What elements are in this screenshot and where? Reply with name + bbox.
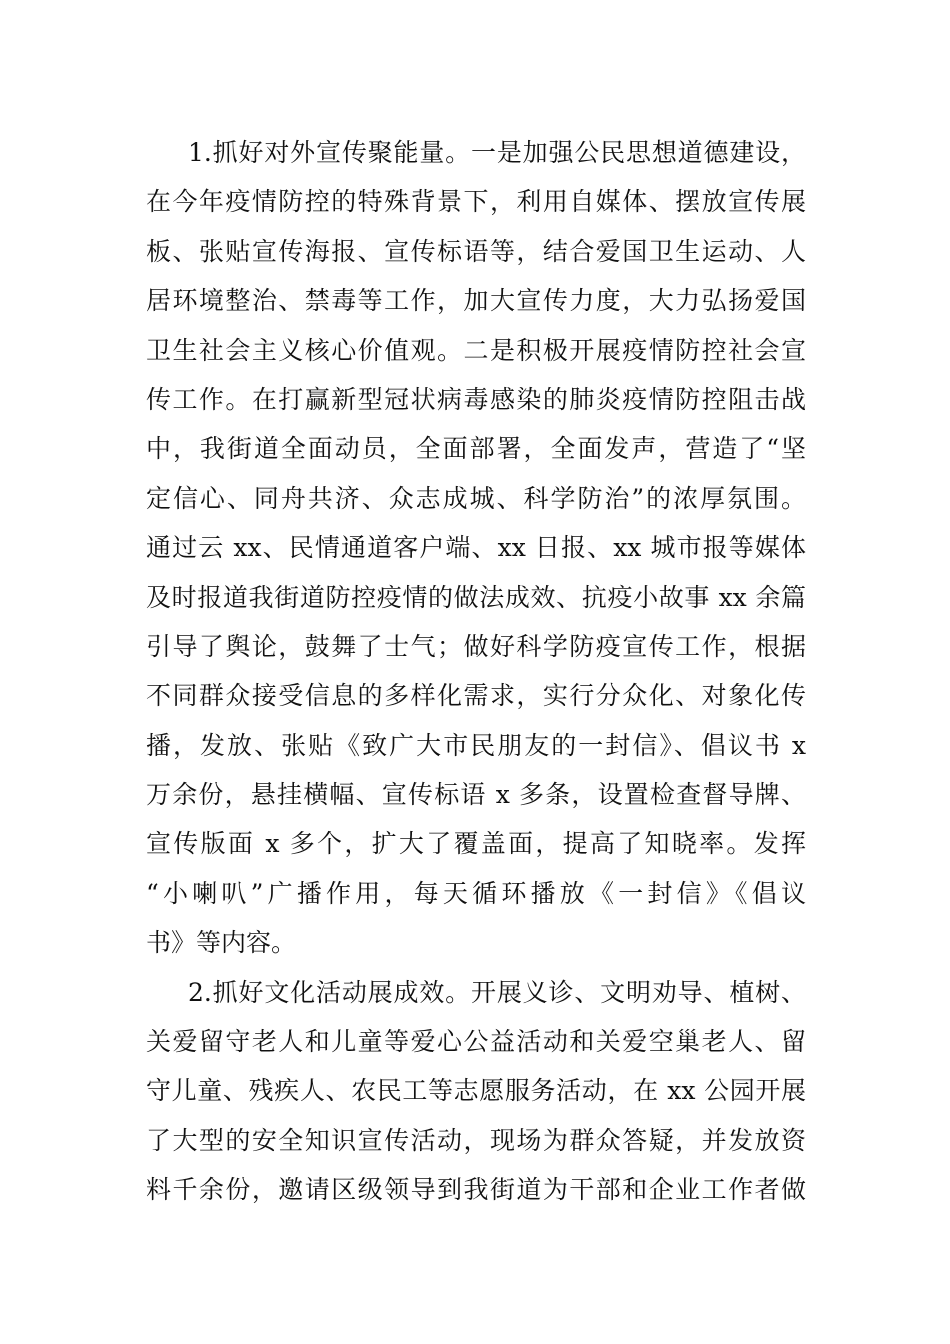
paragraph-1 [146,128,806,968]
text-line: 播，发放、张贴《致广大市民朋友的一封信》、倡议书 x [146,730,806,760]
text-line: 万余份，悬挂横幅、宣传标语 x 多条，设置检查督导牌、 [146,780,806,810]
paragraph-2 [146,968,806,1215]
text-line: 卫生社会主义核心价值观。二是积极开展疫情防控社会宣 [146,335,806,365]
text-line: 关爱留守老人和儿童等爱心公益活动和关爱空巢老人、留 [146,1027,806,1057]
text-line: 及时报道我街道防控疫情的做法成效、抗疫小故事 xx 余篇 [146,582,806,612]
text-line: “小喇叭”广播作用，每天循环播放《一封信》《倡议 [146,878,806,908]
document-body [146,128,806,1215]
text-line: 传工作。在打赢新型冠状病毒感染的肺炎疫情防控阻击战 [146,384,806,414]
text-line: 宣传版面 x 多个，扩大了覆盖面，提高了知晓率。发挥 [146,829,806,859]
text-line: 料千余份，邀请区级领导到我街道为干部和企业工作者做 [146,1175,806,1205]
text-line: 居环境整治、禁毒等工作，加大宣传力度，大力弘扬爱国 [146,286,806,316]
text-line: 板、张贴宣传海报、宣传标语等，结合爱国卫生运动、人 [146,236,806,266]
text-line: 2.抓好文化活动展成效。开展义诊、文明劝导、植树、 [188,977,806,1007]
text-line: 定信心、同舟共济、众志成城、科学防治”的浓厚氛围。 [146,483,806,513]
text-line: 通过云 xx、民情通道客户端、xx 日报、xx 城市报等媒体 [146,533,806,563]
text-line: 中，我街道全面动员，全面部署，全面发声，营造了“坚 [146,434,806,464]
text-line: 了大型的安全知识宣传活动，现场为群众答疑，并发放资 [146,1125,806,1155]
text-line: 书》等内容。 [146,928,297,958]
text-line: 引导了舆论，鼓舞了士气；做好科学防疫宣传工作，根据 [146,631,806,661]
text-line: 在今年疫情防控的特殊背景下，利用自媒体、摆放宣传展 [146,187,806,217]
text-line: 1.抓好对外宣传聚能量。一是加强公民思想道德建设， [188,138,806,167]
text-line: 守儿童、残疾人、农民工等志愿服务活动，在 xx 公园开展 [146,1076,806,1106]
text-line: 不同群众接受信息的多样化需求，实行分众化、对象化传 [146,681,806,711]
